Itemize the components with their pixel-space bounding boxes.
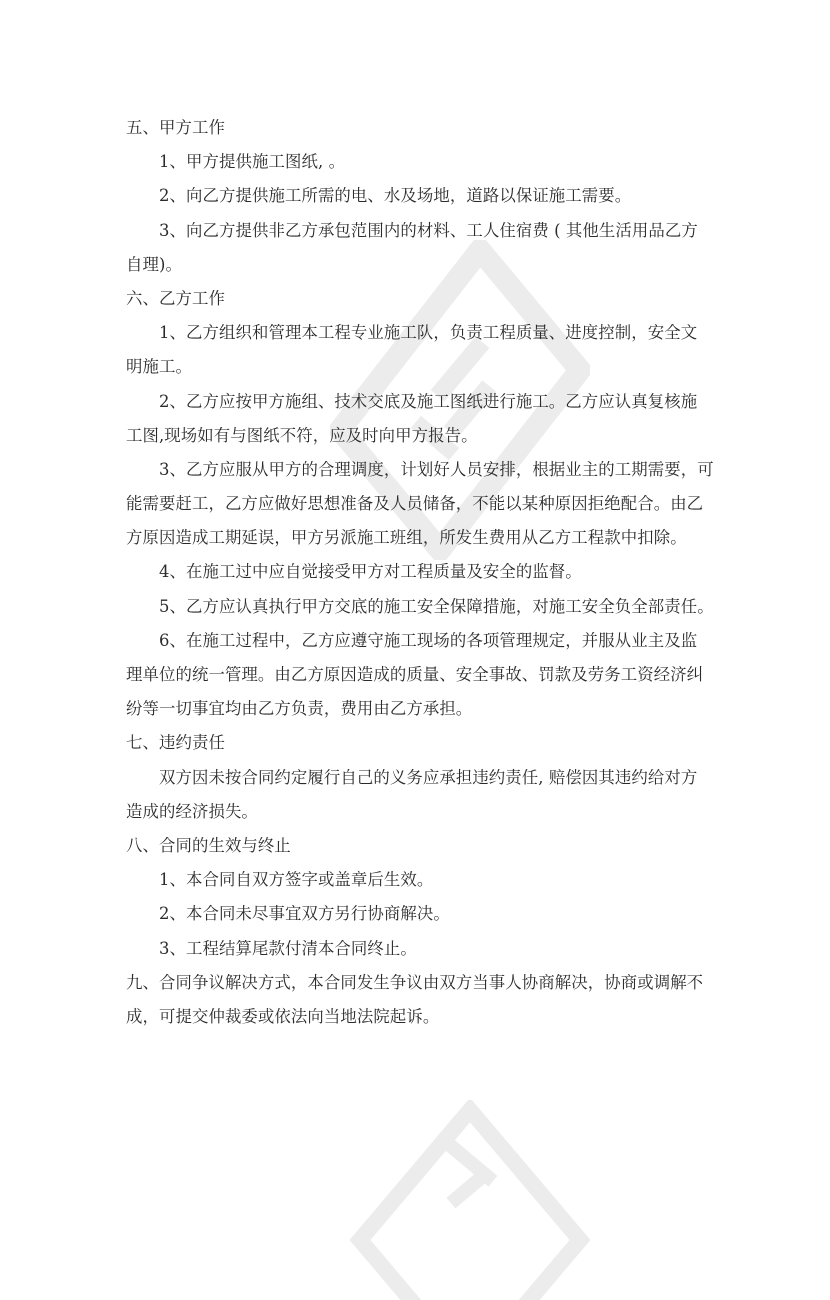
clause-8-3: 3、工程结算尾款付清本合同终止。 [159,938,417,958]
clause-6-2: 2、乙方应按甲方施组、技术交底及施工图纸进行施工。乙方应认真复核施 [159,391,698,411]
clause-6-5: 5、乙方应认真执行甲方交底的施工安全保障措施，对施工安全负全部责任。 [159,596,714,616]
clause-6-6: 6、在施工过程中，乙方应遵守施工现场的各项管理规定，并服从业主及监 [159,630,698,650]
section-heading-8: 八、合同的生效与终止 [126,835,291,855]
clause-6-6-continued: 纷等一切事宜均由乙方负责，费用由乙方承担。 [126,699,473,719]
diamond-logo-watermark-icon [350,1100,590,1300]
clause-6-4: 4、在施工过中应自觉接受甲方对工程质量及安全的监督。 [159,562,582,582]
clause-5-2: 2、向乙方提供施工所需的电、水及场地，道路以保证施工需要。 [159,186,632,206]
section-heading-7: 七、违约责任 [126,733,225,753]
clause-6-3-continued: 方原因造成工期延误，甲方另派施工班组，所发生费用从乙方工程款中扣除。 [126,528,687,548]
clause-5-1: 1、甲方提供施工图纸, 。 [159,152,346,172]
section-heading-9: 九、合同争议解决方式，本合同发生争议由双方当事人协商解决，协商或调解不 [126,972,704,992]
section-9-continued: 成，可提交仲裁委或依法向当地法院起诉。 [126,1006,440,1026]
clause-6-3: 3、乙方应服从甲方的合理调度，计划好人员安排，根据业主的工期需要，可 [159,459,714,479]
clause-5-3-continued: 自理)。 [126,254,182,274]
clause-6-3-continued: 能需要赶工，乙方应做好思想准备及人员储备，不能以某种原因拒绝配合。由乙 [126,494,704,514]
clause-6-6-continued: 理单位的统一管理。由乙方原因造成的质量、安全事故、罚款及劳务工资经济纠 [126,665,704,684]
clause-8-2: 2、本合同未尽事宜双方另行协商解决。 [159,904,450,924]
section-heading-5: 五、甲方工作 [126,118,225,137]
clause-6-2-continued: 工图,现场如有与图纸不符，应及时向甲方报告。 [126,425,478,445]
clause-8-1: 1、本合同自双方签字或盖章后生效。 [159,870,434,890]
clause-7-body-continued: 造成的经济损失。 [126,801,258,821]
clause-6-1-continued: 明施工。 [126,357,192,377]
clause-5-3: 3、向乙方提供非乙方承包范围内的材料、工人住宿费 ( 其他生活用品乙方 [159,220,698,240]
clause-7-body: 双方因未按合同约定履行自己的义务应承担违约责任, 赔偿因其违约给对方 [159,767,698,787]
section-heading-6: 六、乙方工作 [126,288,225,308]
contract-body [126,111,714,1034]
clause-6-1: 1、乙方组织和管理本工程专业施工队，负责工程质量、进度控制，安全文 [159,323,698,343]
